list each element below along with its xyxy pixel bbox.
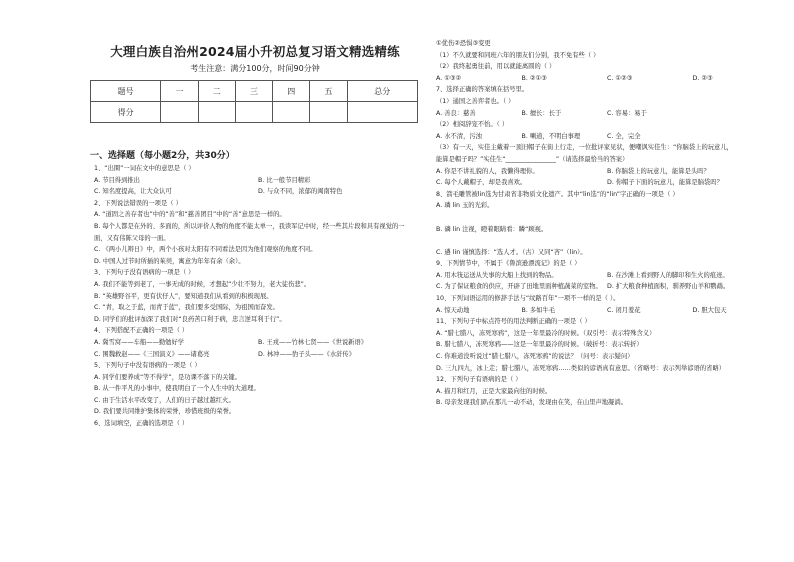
exam-title: 大理白族自治州2024届小升初总复习语文精选精练: [110, 44, 400, 59]
answer-option: C. 每个人戴帽子，却是我喜欢。: [436, 179, 527, 187]
question-line: [436, 212, 778, 224]
question-line: 7、选择正确的答案填在括号里。: [436, 86, 529, 94]
score-cell: 二: [198, 81, 235, 102]
answer-option: C. 容易：易于: [607, 109, 647, 117]
question-line: （1）不久就要和同班六年的朋友们分别，我不免有些（ ）: [436, 51, 600, 59]
answer-option-row: [436, 305, 778, 317]
answer-option: A. 惊天动地: [436, 306, 470, 314]
score-cell: 得分: [91, 102, 161, 123]
score-cell: 五: [310, 81, 347, 102]
answer-option: D. 胆大包天: [692, 306, 727, 314]
score-cell: 三: [235, 81, 272, 102]
answer-option: C. 全，完全: [607, 132, 641, 140]
question-line: ①优伤②恐惧③变更: [436, 40, 491, 47]
question-line: （2）相阅辞宠不怡。（ ）: [436, 121, 509, 129]
answer-option: [693, 108, 779, 120]
section-heading: 一、选择题（每小题2分，共30分）: [90, 151, 235, 161]
answer-option: C. 围魏救赵——《三国演义》——诸葛亮: [94, 350, 210, 358]
answer-option: A. 善良：慈善: [436, 109, 476, 117]
answer-option: D. 与众不同，浓郁的闽南特色: [258, 188, 343, 196]
question-line: 4、下列搭配不正确的一项是（ ）: [94, 327, 189, 335]
answer-option: B. 你脑袋上的玩意儿，能算是头吗？: [607, 167, 710, 175]
question-line: 2、下列说法错误的一项是（ ）: [94, 199, 182, 207]
right-question-list: [436, 38, 778, 409]
score-cell: 题号: [91, 81, 161, 102]
question-line: C. 遴 lin 谨慎选择：“选人才。（古）又同“吝”（lin）。: [436, 248, 587, 256]
score-table-score-row: [91, 102, 418, 123]
question-line: D. 中国人过节时所插的茱萸，寓意为年年有余（余）。: [94, 257, 245, 265]
question-line: 6、选词填空，正确的选项是（ ）: [94, 420, 189, 428]
score-cell: 四: [273, 81, 310, 102]
score-input-cell[interactable]: [198, 102, 235, 123]
answer-option: B. 王戎——竹林七贤——《世说新语》: [258, 338, 368, 346]
answer-option-row: [436, 281, 778, 293]
question-line: A. 我们不能等到老了，一事无成的时候，才想起“少壮不努力，老大徒伤悲”。: [94, 280, 311, 288]
question-line: B. 每个人都是在外的、多面的，所以评价人物的角度不能太单一，我读军记中时，经一些其片段和具有视觉的一: [94, 222, 405, 230]
left-question-list: [94, 163, 422, 430]
question-line: B. 母亲发现我们趴在那儿一动不动，发现由在笑，在山里声地凝淌。: [436, 399, 627, 407]
answer-option: B. 擅长：长于: [521, 109, 562, 117]
answer-option: A. 节目得到推出: [94, 176, 140, 184]
score-input-cell[interactable]: [347, 102, 417, 123]
answer-option: A. 用木筏运送从失事的大船上找到的物品。: [436, 271, 558, 279]
answer-option: D. 你帽子下面的玩意儿，能算是脑袋吗？: [607, 179, 723, 187]
answer-option: C. ①②③: [607, 74, 633, 82]
question-line: C. 由于生活水平改变了，人们的日子越过越红火。: [94, 396, 235, 404]
score-input-cell[interactable]: [235, 102, 272, 123]
answer-option-row: [436, 177, 778, 189]
score-input-cell[interactable]: [310, 102, 347, 123]
score-input-cell[interactable]: [273, 102, 310, 123]
question-line: 10、下列词语运用的修辞手法与“纹路百年”一项不一样的是（ ）。: [436, 295, 620, 303]
answer-option: B. 在沙滩上看到野人的脚印和生火的痕迹。: [607, 271, 729, 279]
score-input-cell[interactable]: [161, 102, 198, 123]
answer-option: A. ①③②: [436, 74, 462, 82]
question-line: （1）通国之善弈者也。（ ）: [436, 97, 515, 105]
answer-option: D. 林冲——豹子头——《水浒传》: [258, 350, 356, 358]
score-cell: 一: [161, 81, 198, 102]
answer-option: C. 为了保证粮食的供应，开辟了田地里面种植蔬菜的室物。: [436, 283, 602, 291]
answer-option-row: [94, 175, 422, 187]
answer-option: A. 冀雪窝——车船——勤勉好学: [94, 338, 185, 346]
answer-option: B. ②①③: [521, 74, 547, 82]
answer-option: D. 扩大粮食种植面积，驯养野山羊和鹦鹉。: [607, 283, 730, 291]
answer-option: C. 知名度提高，让大众认可: [94, 188, 172, 196]
question-line: A. 同学们要养成“等不得学”，是功课不落下的关键。: [94, 373, 241, 381]
question-line: B. 腊七腊八，冻死寒鸦——这是一年里最冷的时候。（破折号：表示转折）: [436, 341, 643, 349]
answer-option: C. 闭月羞花: [607, 306, 641, 314]
answer-option-row: [436, 108, 778, 120]
answer-option: A. 你是不讲礼貌的人，我懒得理你。: [436, 167, 539, 175]
answer-option-row: [94, 349, 422, 361]
question-line: （2）我终起勇往前，用以就能离圆的（ ）: [436, 63, 556, 71]
answer-option-row: [94, 186, 422, 198]
question-line: 1、“出圈”一词在文中的意思是（ ）: [94, 165, 195, 172]
question-line: 5、下列句子中没有语病的一项是（ ）: [94, 362, 201, 370]
answer-option-row: [436, 166, 778, 178]
question-line: A. 璘 lin 玉的光彩。: [436, 202, 494, 210]
question-line: B. “英雄野谷平，更有伏仔人”，要知道我们从看到的积极现展。: [94, 292, 273, 300]
question-line: A. “腊七腊八，冻死寒鸦”，这是一年里最冷的时候。（双引号：表示特殊含义）: [436, 329, 656, 337]
question-line: B. 从一件平凡的小事中，使我明白了一个人生中的大道理。: [94, 385, 260, 393]
question-line: 3、下列句子没有语病的一项是（ ）: [94, 269, 195, 277]
question-line: D. 三九四九，冰上走；腊七腊八，冻死寒鸦……类似的谚语真有意思。（省略号：表示列举谚语的省略）: [436, 364, 726, 372]
score-table-header-row: [91, 81, 418, 102]
answer-option: A. 水不清，污浊: [436, 132, 482, 140]
question-line: 能算是帽子吗？”实佳生“________________”（请选择最恰当的答案）: [436, 155, 629, 163]
question-line: C. 你难道没听说过“腊七腊八，冻死寒鸦”的说法？（问号：表示疑问）: [436, 353, 634, 361]
answer-option: D. ②③: [692, 74, 713, 82]
answer-option: B. 喇道，不明白事理: [521, 132, 581, 140]
question-line: （3）有一天，实佳主戴着一顶旧帽子在街上行走，一位批评家见状，便嘲讽实佳生：“你脑袋上的玩意儿，: [436, 144, 733, 152]
question-line: [436, 235, 778, 247]
score-table: [90, 80, 418, 123]
answer-option-row: [436, 73, 778, 85]
question-line: 11、下列句子中标点符号的用法判断正确的一项是（ ）: [436, 318, 591, 326]
answer-option-row: [436, 270, 778, 282]
question-line: 12、下列句子有语病的是（ ）: [436, 376, 522, 384]
answer-option: [693, 131, 779, 143]
question-line: A. 描月和红月，正是大家最向往的时候。: [436, 387, 552, 395]
question-line: C. “青，取之于蓝，而青于蓝”，我们要多受国际，为祖国而奋发。: [94, 304, 279, 312]
score-cell: 总分: [347, 81, 417, 102]
question-line: 9、下列情节中，不属于《鲁滨逊漂流记》的是（ ）: [436, 260, 581, 268]
question-line: B. 磷 lin 注视，瞪着眼睛看：瞵“顾视。: [436, 225, 548, 233]
answer-option: B. 多如牛毛: [521, 306, 556, 314]
question-line: 8、箭毛雕管被lin选为甘肃省非物质文化遗产。其中“lin选”的“lin”字正确的一项是（ ）: [436, 190, 679, 198]
answer-option: B. 比一般节目精彩: [258, 176, 311, 184]
exam-notice: 考生注意：满分100分，时间90分钟: [190, 64, 320, 73]
answer-option-row: [94, 337, 422, 349]
question-line: A. “道固之善存者也”中的“善”和“慈善团目”中的“善”意思是一样的。: [94, 211, 286, 219]
question-line: D. 我们要共同维护集体的荣誉，珍惜班级的荣誉。: [94, 408, 236, 416]
question-line: D. 同学们的批评加深了我们对“良药苦口利于病，忠言逆耳利于行”。: [94, 315, 286, 323]
question-line: 面，又有伟陈父母的一面。: [94, 234, 170, 242]
answer-option-row: [436, 131, 778, 143]
question-line: C. 《两小儿辩日》中，两个小孩对太阳有不同看法是因为他们观察的角度不同。: [94, 246, 317, 254]
